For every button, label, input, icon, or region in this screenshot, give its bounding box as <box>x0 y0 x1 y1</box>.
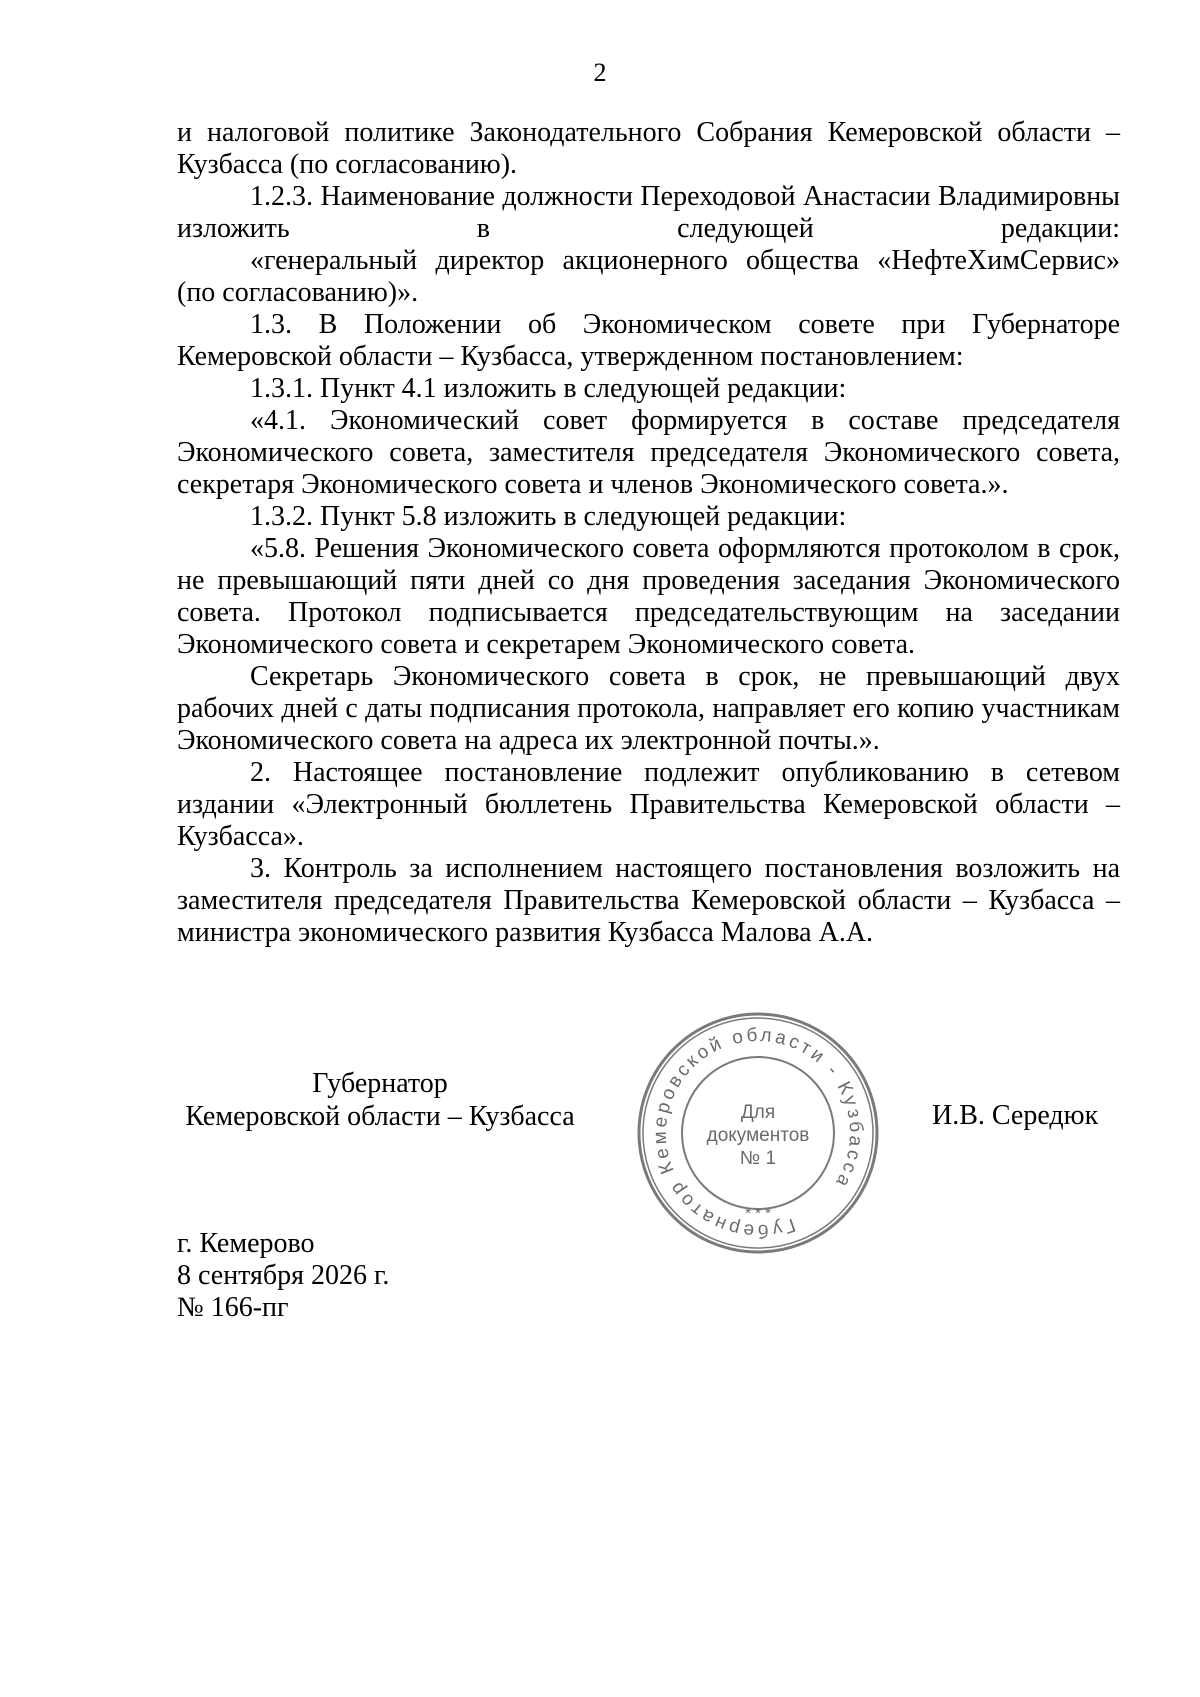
page-number: 2 <box>593 58 607 87</box>
date: 8 сентября 2026 г. <box>177 1260 390 1291</box>
paragraph: и налоговой политике Законодательного Собрания Кемеровской области – Кузбасса (по согласованию). <box>177 117 1120 180</box>
official-stamp <box>636 1011 880 1255</box>
signatory-position <box>170 1067 590 1133</box>
paragraph: 2. Настоящее постановление подлежит опубликованию в сетевом издании «Электронный бюллетень Правительства Кемеровской области – Кузбасса». <box>177 757 1120 852</box>
stamp-ring-text: Губернатор Кемеровской области - Кузбасса <box>649 1024 867 1242</box>
document-body <box>177 117 1120 949</box>
stamp-center-line: Для <box>740 1102 776 1123</box>
paragraph: 1.3.2. Пункт 5.8 изложить в следующей редакции: <box>250 501 847 532</box>
place: г. Кемерово <box>177 1228 315 1259</box>
stamp-stars: * * * <box>745 1205 771 1222</box>
signatory-name: И.В. Середюк <box>932 1100 1099 1131</box>
paragraph: Секретарь Экономического совета в срок, не превышающий двух рабочих дней с даты подписания протокола, направляет его копию участникам Экономического совета на адреса их электронной почты.». <box>177 661 1120 756</box>
document-requisites <box>177 1228 389 1324</box>
paragraph: 1.2.3. Наименование должности Переходовой Анастасии Владимировны изложить в следующей редакции: <box>177 181 1120 244</box>
paragraph: 3. Контроль за исполнением настоящего постановления возложить на заместителя председателя Правительства Кемеровской области – Кузбасса – министра экономического развития Кузбасса Малова А.А. <box>177 853 1120 948</box>
stamp-center-line: документов <box>706 1125 810 1146</box>
paragraph: 1.3. В Положении об Экономическом совете при Губернаторе Кемеровской области – Кузбасса, утвержденном постановлением: <box>177 309 1120 372</box>
paragraph: «генеральный директор акционерного общества «НефтеХимСервис» (по согласованию)». <box>177 245 1120 308</box>
signatory-region: Кемеровской области – Кузбасса <box>185 1101 575 1132</box>
stamp-center-line: № 1 <box>739 1148 777 1169</box>
paragraph: «4.1. Экономический совет формируется в составе председателя Экономического совета, заместителя председателя Экономического совета, секретаря Экономического совета и членов Экономического совета.». <box>177 405 1120 500</box>
document-number: № 166-пг <box>177 1292 289 1323</box>
signatory-title: Губернатор <box>312 1068 448 1099</box>
paragraph: 1.3.1. Пункт 4.1 изложить в следующей редакции: <box>250 373 847 404</box>
paragraph: «5.8. Решения Экономического совета оформляются протоколом в срок, не превышающий пяти дней со дня проведения заседания Экономического совета. Протокол подписывается председательствующим на заседании Экономического совета и секретарем Экономического совета. <box>177 533 1120 660</box>
